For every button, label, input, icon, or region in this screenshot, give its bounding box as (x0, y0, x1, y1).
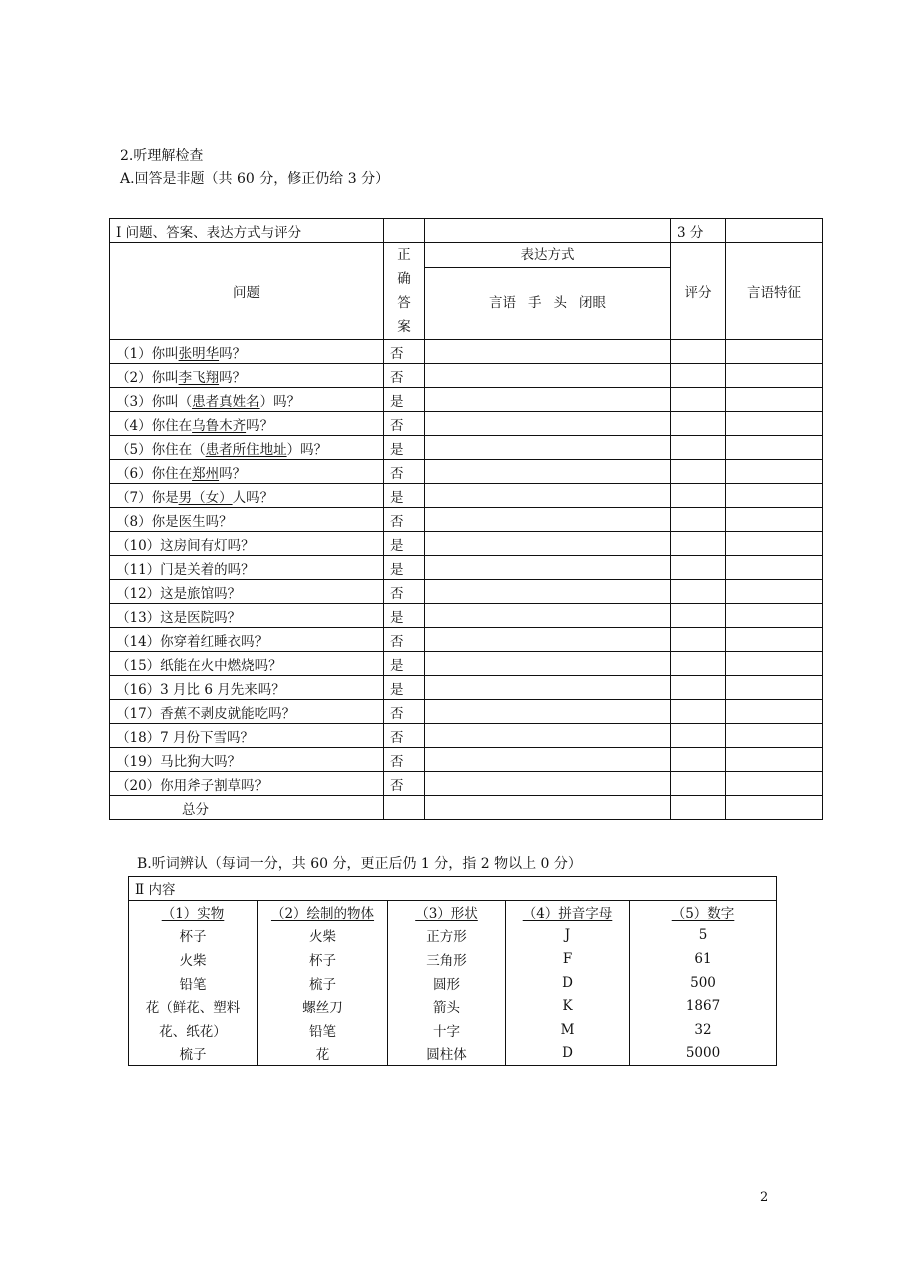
correct-answer: 是 (384, 532, 425, 556)
question-row (110, 604, 823, 628)
expression-cell (425, 676, 671, 700)
score-cell (671, 772, 726, 796)
speech-feature-cell (726, 340, 823, 364)
score-cell (671, 436, 726, 460)
correct-answer: 是 (384, 604, 425, 628)
question-text: （4）你住在乌鲁木齐吗？ (110, 412, 384, 436)
word-cell: 铅笔 (258, 1018, 388, 1042)
expression-cell (425, 700, 671, 724)
column-header: （3）形状 (388, 900, 506, 924)
content-header: Ⅱ 内容 (129, 877, 777, 901)
question-text: （6）你住在郑州吗？ (110, 460, 384, 484)
word-cell: 火柴 (258, 924, 388, 948)
score-cell (671, 628, 726, 652)
question-row (110, 484, 823, 508)
correct-answer: 否 (384, 508, 425, 532)
word-cell: 正方形 (388, 924, 506, 948)
speech-feature-cell (726, 580, 823, 604)
speech-features-header: 言语特征 (726, 243, 823, 340)
word-cell: D (506, 1042, 630, 1066)
word-cell: 箭头 (388, 994, 506, 1018)
correct-answer: 否 (384, 460, 425, 484)
question-row (110, 772, 823, 796)
word-row (129, 947, 777, 971)
part-a-title: A.回答是非题（共 60 分，修正仍给 3 分） (120, 171, 390, 187)
speech-feature-cell (726, 628, 823, 652)
question-header: 问题 (110, 243, 384, 340)
expression-cell (425, 412, 671, 436)
word-cell: 梳子 (129, 1042, 258, 1066)
question-row (110, 532, 823, 556)
expression-cell (425, 436, 671, 460)
question-row (110, 436, 823, 460)
question-text: （20）你用斧子割草吗？ (110, 772, 384, 796)
question-row (110, 508, 823, 532)
score-header: 评分 (671, 243, 726, 340)
score-cell (671, 556, 726, 580)
speech-feature-cell (726, 604, 823, 628)
word-cell: 花 (258, 1042, 388, 1066)
correct-answer: 是 (384, 436, 425, 460)
part-b-title: B.听词辨认（每词一分，共 60 分，更正后仍 1 分，指 2 物以上 0 分） (137, 856, 582, 872)
expression-cell (425, 508, 671, 532)
speech-feature-cell (726, 436, 823, 460)
correct-answer: 否 (384, 364, 425, 388)
question-row (110, 340, 823, 364)
table-header-label: Ⅰ 问题、答案、表达方式与评分 (110, 219, 384, 243)
question-row (110, 580, 823, 604)
speech-feature-cell (726, 676, 823, 700)
word-row (129, 924, 777, 948)
question-text: （5）你住在（患者所住地址）吗？ (110, 436, 384, 460)
question-text: （7）你是男（女）人吗？ (110, 484, 384, 508)
word-cell: 十字 (388, 1018, 506, 1042)
question-row (110, 748, 823, 772)
correct-answer: 否 (384, 412, 425, 436)
speech-feature-cell (726, 460, 823, 484)
expression-cell (425, 604, 671, 628)
correct-answer: 是 (384, 676, 425, 700)
question-row (110, 700, 823, 724)
expression-cell (425, 484, 671, 508)
word-cell: M (506, 1018, 630, 1042)
column-header-row (129, 900, 777, 924)
question-text: （8）你是医生吗？ (110, 508, 384, 532)
word-cell: 5 (630, 924, 777, 948)
speech-feature-cell (726, 508, 823, 532)
expression-cell (425, 388, 671, 412)
question-row (110, 676, 823, 700)
word-row (129, 994, 777, 1018)
score-cell (671, 388, 726, 412)
section-title: 2.听理解检查 (120, 148, 204, 164)
score-cell (671, 412, 726, 436)
speech-feature-cell (726, 484, 823, 508)
word-cell: J (506, 924, 630, 948)
question-text: （2）你叫李飞翔吗？ (110, 364, 384, 388)
column-header: （2）绘制的物体 (258, 900, 388, 924)
column-header: （5）数字 (630, 900, 777, 924)
word-row (129, 1018, 777, 1042)
speech-feature-cell (726, 556, 823, 580)
table-header-row (110, 219, 823, 243)
speech-feature-cell (726, 748, 823, 772)
correct-answer: 否 (384, 724, 425, 748)
correct-answer: 是 (384, 388, 425, 412)
correct-answer: 否 (384, 700, 425, 724)
page-number: 2 (760, 1190, 769, 1205)
score-cell (671, 700, 726, 724)
speech-feature-cell (726, 532, 823, 556)
score-cell (671, 652, 726, 676)
word-cell: 火柴 (129, 947, 258, 971)
word-cell: 1867 (630, 994, 777, 1018)
word-cell: 螺丝刀 (258, 994, 388, 1018)
speech-feature-cell (726, 724, 823, 748)
question-row (110, 628, 823, 652)
word-cell: 杯子 (129, 924, 258, 948)
yes-no-questions-table (109, 218, 823, 820)
speech-feature-cell (726, 364, 823, 388)
question-row (110, 412, 823, 436)
question-row (110, 364, 823, 388)
word-cell: 花（鲜花、塑料 (129, 994, 258, 1018)
word-cell: 花、纸花） (129, 1018, 258, 1042)
question-text: （18）7 月份下雪吗？ (110, 724, 384, 748)
word-cell: K (506, 994, 630, 1018)
speech-feature-cell (726, 412, 823, 436)
word-cell: 500 (630, 971, 777, 995)
total-row (110, 796, 823, 820)
question-text: （19）马比狗大吗？ (110, 748, 384, 772)
expression-cell (425, 532, 671, 556)
question-text: （1）你叫张明华吗？ (110, 340, 384, 364)
expression-cell (425, 580, 671, 604)
question-text: （14）你穿着红睡衣吗？ (110, 628, 384, 652)
score-cell (671, 508, 726, 532)
expression-cell (425, 628, 671, 652)
speech-feature-cell (726, 388, 823, 412)
score-cell (671, 604, 726, 628)
score-cell (671, 340, 726, 364)
word-cell: 圆柱体 (388, 1042, 506, 1066)
word-cell: 5000 (630, 1042, 777, 1066)
score-cell (671, 532, 726, 556)
question-row (110, 556, 823, 580)
question-row (110, 724, 823, 748)
question-text: （10）这房间有灯吗？ (110, 532, 384, 556)
word-row (129, 971, 777, 995)
expression-header: 表达方式 言语 手 头 闭眼 (425, 243, 671, 340)
total-label: 总分 (110, 796, 384, 820)
expression-cell (425, 748, 671, 772)
score-cell (671, 484, 726, 508)
score-cell (671, 460, 726, 484)
word-row (129, 1042, 777, 1066)
correct-answer: 否 (384, 748, 425, 772)
score-note: 3 分 (671, 219, 726, 243)
score-cell (671, 748, 726, 772)
question-text: （13）这是医院吗？ (110, 604, 384, 628)
content-header-row (129, 877, 777, 901)
expression-cell (425, 460, 671, 484)
correct-answer: 是 (384, 652, 425, 676)
correct-answer: 是 (384, 484, 425, 508)
question-text: （11）门是关着的吗？ (110, 556, 384, 580)
correct-answer: 否 (384, 340, 425, 364)
expression-modes: 言语 手 头 闭眼 (489, 295, 606, 311)
speech-feature-cell (726, 652, 823, 676)
word-cell: F (506, 947, 630, 971)
score-cell (671, 724, 726, 748)
speech-feature-cell (726, 772, 823, 796)
word-cell: 铅笔 (129, 971, 258, 995)
correct-answer-header: 正 确 答 案 (384, 243, 425, 340)
word-cell: 杯子 (258, 947, 388, 971)
question-text: （15）纸能在火中燃烧吗？ (110, 652, 384, 676)
word-cell: 圆形 (388, 971, 506, 995)
expression-cell (425, 364, 671, 388)
column-header: （1）实物 (129, 900, 258, 924)
question-text: （16）3 月比 6 月先来吗？ (110, 676, 384, 700)
speech-feature-cell (726, 700, 823, 724)
word-cell: 61 (630, 947, 777, 971)
correct-answer: 是 (384, 556, 425, 580)
word-cell: D (506, 971, 630, 995)
question-text: （17）香蕉不剥皮就能吃吗？ (110, 700, 384, 724)
score-cell (671, 676, 726, 700)
column-header: （4）拼音字母 (506, 900, 630, 924)
word-cell: 三角形 (388, 947, 506, 971)
expression-cell (425, 772, 671, 796)
question-row (110, 388, 823, 412)
column-header-row (110, 243, 823, 340)
question-row (110, 652, 823, 676)
correct-answer: 否 (384, 580, 425, 604)
question-text: （12）这是旅馆吗？ (110, 580, 384, 604)
question-row (110, 460, 823, 484)
expression-cell (425, 652, 671, 676)
expression-cell (425, 724, 671, 748)
score-cell (671, 580, 726, 604)
correct-answer: 否 (384, 628, 425, 652)
correct-answer: 否 (384, 772, 425, 796)
word-cell: 梳子 (258, 971, 388, 995)
question-text: （3）你叫（患者真姓名）吗？ (110, 388, 384, 412)
word-cell: 32 (630, 1018, 777, 1042)
expression-cell (425, 556, 671, 580)
score-cell (671, 364, 726, 388)
expression-cell (425, 340, 671, 364)
word-recognition-table (128, 876, 777, 1066)
